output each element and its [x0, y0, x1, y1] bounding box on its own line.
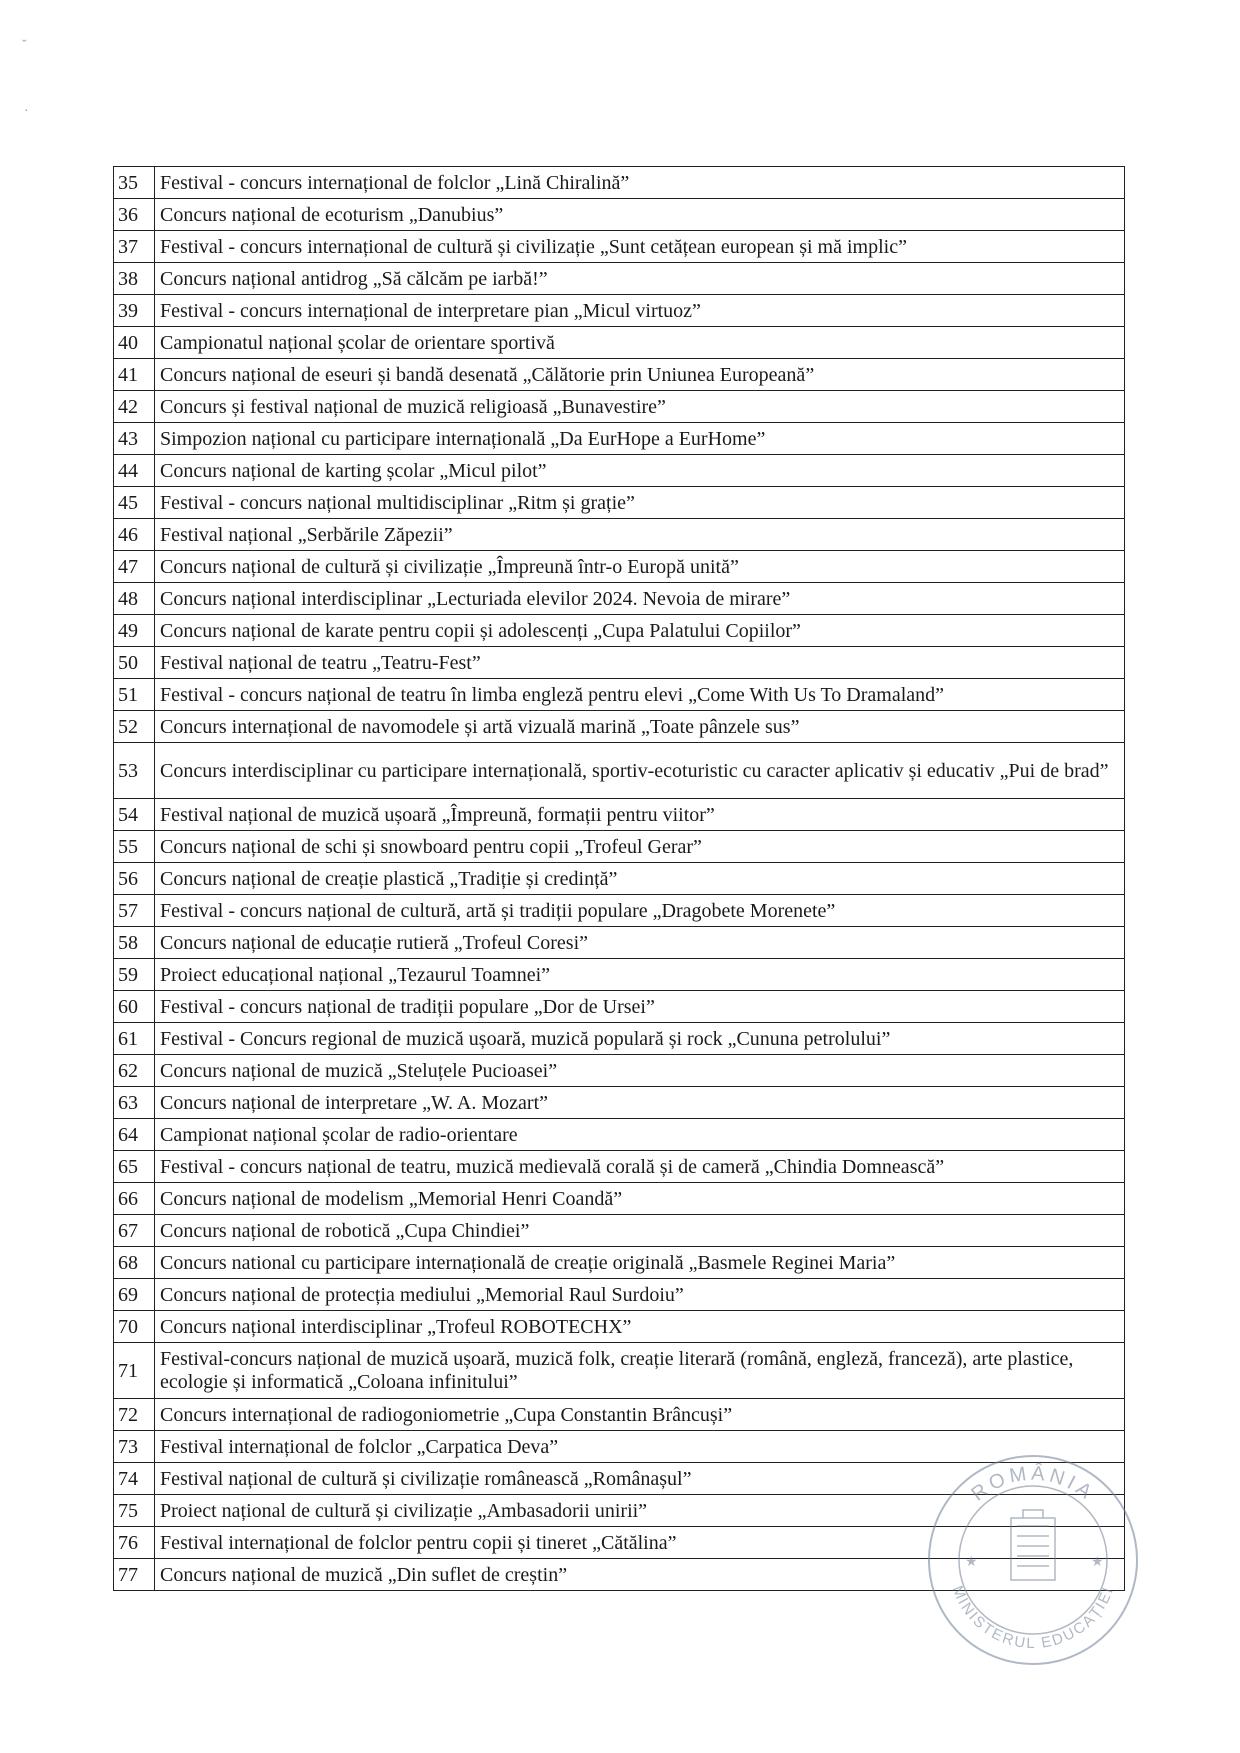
row-number: 76	[114, 1527, 155, 1559]
table-row	[114, 423, 1125, 455]
event-name: Festival - Concurs regional de muzică ușoară, muzică populară și rock „Cununa petrolului”	[155, 1023, 1125, 1055]
event-name: Proiect național de cultură și civilizație „Ambasadorii unirii”	[155, 1495, 1125, 1527]
event-name: Concurs național de eseuri și bandă desenată „Călătorie prin Uniunea Europeană”	[155, 359, 1125, 391]
row-number: 46	[114, 519, 155, 551]
official-stamp	[925, 1452, 1141, 1668]
event-name: Proiect educațional național „Tezaurul Toamnei”	[155, 959, 1125, 991]
row-number: 53	[114, 743, 155, 799]
row-number: 67	[114, 1215, 155, 1247]
row-number: 41	[114, 359, 155, 391]
row-number: 75	[114, 1495, 155, 1527]
row-number: 64	[114, 1119, 155, 1151]
table-row	[114, 1119, 1125, 1151]
row-number: 71	[114, 1343, 155, 1399]
table-row	[114, 199, 1125, 231]
event-name: Concurs național de educație rutieră „Trofeul Coresi”	[155, 927, 1125, 959]
row-number: 58	[114, 927, 155, 959]
event-name: Festival-concurs național de muzică ușoară, muzică folk, creație literară (română, engleză, franceză), arte plastice, ecologie și informatică „Coloana infinitului”	[155, 1343, 1125, 1399]
table-row	[114, 711, 1125, 743]
row-number: 36	[114, 199, 155, 231]
stamp-text-top: ROMÂNIA	[967, 1462, 1099, 1506]
event-name: Concurs national cu participare internațională de creație originală „Basmele Reginei Maria”	[155, 1247, 1125, 1279]
event-name: Simpozion național cu participare internațională „Da EurHope a EurHome”	[155, 423, 1125, 455]
table-row	[114, 743, 1125, 799]
event-name: Concurs național de muzică „Din suflet de creștin”	[155, 1559, 1125, 1591]
table-row	[114, 263, 1125, 295]
event-name: Concurs național de muzică „Steluțele Pucioasei”	[155, 1055, 1125, 1087]
event-name: Concurs național de schi și snowboard pentru copii „Trofeul Gerar”	[155, 831, 1125, 863]
row-number: 39	[114, 295, 155, 327]
row-number: 44	[114, 455, 155, 487]
table-row	[114, 295, 1125, 327]
event-name: Concurs național antidrog „Să călcăm pe iarbă!”	[155, 263, 1125, 295]
row-number: 69	[114, 1279, 155, 1311]
table-row	[114, 1311, 1125, 1343]
event-name: Concurs național de protecția mediului „Memorial Raul Surdoiu”	[155, 1279, 1125, 1311]
row-number: 70	[114, 1311, 155, 1343]
table-row	[114, 391, 1125, 423]
table-row	[114, 1087, 1125, 1119]
row-number: 73	[114, 1431, 155, 1463]
table-row	[114, 1279, 1125, 1311]
table-row	[114, 359, 1125, 391]
row-number: 49	[114, 615, 155, 647]
row-number: 60	[114, 991, 155, 1023]
row-number: 56	[114, 863, 155, 895]
event-name: Concurs național de modelism „Memorial Henri Coandă”	[155, 1183, 1125, 1215]
event-name: Concurs național de interpretare „W. A. Mozart”	[155, 1087, 1125, 1119]
table-row	[114, 1023, 1125, 1055]
table-row	[114, 1151, 1125, 1183]
event-name: Concurs național de creație plastică „Tradiție și credință”	[155, 863, 1125, 895]
row-number: 38	[114, 263, 155, 295]
row-number: 66	[114, 1183, 155, 1215]
event-name: Campionat național școlar de radio-orientare	[155, 1119, 1125, 1151]
event-name: Concurs național de cultură și civilizație „Împreună într-o Europă unită”	[155, 551, 1125, 583]
row-number: 40	[114, 327, 155, 359]
event-name: Concurs național interdisciplinar „Trofeul ROBOTECHX”	[155, 1311, 1125, 1343]
event-name: Festival - concurs internațional de interpretare pian „Micul virtuoz”	[155, 295, 1125, 327]
row-number: 55	[114, 831, 155, 863]
event-name: Festival - concurs internațional de folclor „Lină Chiralină”	[155, 167, 1125, 199]
table-row	[114, 959, 1125, 991]
star-icon: ★	[965, 1555, 978, 1570]
table-row	[114, 1343, 1125, 1399]
table-row	[114, 895, 1125, 927]
row-number: 63	[114, 1087, 155, 1119]
row-number: 54	[114, 799, 155, 831]
table-row	[114, 231, 1125, 263]
table-row	[114, 647, 1125, 679]
table-row	[114, 1399, 1125, 1431]
event-name: Festival - concurs național multidisciplinar „Ritm și grație”	[155, 487, 1125, 519]
row-number: 74	[114, 1463, 155, 1495]
event-name: Festival internațional de folclor „Carpatica Deva”	[155, 1431, 1125, 1463]
event-name: Concurs național de karate pentru copii și adolescenți „Cupa Palatului Copiilor”	[155, 615, 1125, 647]
event-name: Festival național de muzică ușoară „Împreună, formații pentru viitor”	[155, 799, 1125, 831]
table-row	[114, 1215, 1125, 1247]
event-name: Concurs internațional de navomodele și artă vizuală marină „Toate pânzele sus”	[155, 711, 1125, 743]
row-number: 43	[114, 423, 155, 455]
event-name: Festival național de teatru „Teatru-Fest”	[155, 647, 1125, 679]
table-row	[114, 583, 1125, 615]
table-row	[114, 615, 1125, 647]
event-name: Campionatul național școlar de orientare sportivă	[155, 327, 1125, 359]
row-number: 52	[114, 711, 155, 743]
row-number: 35	[114, 167, 155, 199]
event-name: Concurs național de karting școlar „Micul pilot”	[155, 455, 1125, 487]
table-row	[114, 863, 1125, 895]
events-table	[113, 166, 1125, 1591]
table-row	[114, 927, 1125, 959]
row-number: 68	[114, 1247, 155, 1279]
star-icon: ★	[1091, 1555, 1104, 1570]
table-row	[114, 799, 1125, 831]
row-number: 48	[114, 583, 155, 615]
events-table-body	[114, 167, 1125, 1591]
table-row	[114, 327, 1125, 359]
event-name: Concurs internațional de radiogoniometrie „Cupa Constantin Brâncuși”	[155, 1399, 1125, 1431]
table-row	[114, 167, 1125, 199]
row-number: 50	[114, 647, 155, 679]
row-number: 72	[114, 1399, 155, 1431]
table-row	[114, 519, 1125, 551]
table-row	[114, 831, 1125, 863]
event-name: Concurs interdisciplinar cu participare internațională, sportiv-ecoturistic cu caracter aplicativ și educativ „Pui de brad”	[155, 743, 1125, 799]
row-number: 77	[114, 1559, 155, 1591]
event-name: Concurs național interdisciplinar „Lecturiada elevilor 2024. Nevoia de mirare”	[155, 583, 1125, 615]
event-name: Festival - concurs național de tradiții populare „Dor de Ursei”	[155, 991, 1125, 1023]
row-number: 59	[114, 959, 155, 991]
table-row	[114, 991, 1125, 1023]
event-name: Festival - concurs național de teatru, muzică medievală corală și de cameră „Chindia Domnească”	[155, 1151, 1125, 1183]
row-number: 42	[114, 391, 155, 423]
row-number: 61	[114, 1023, 155, 1055]
scan-speck: ·	[24, 104, 29, 119]
table-row	[114, 1247, 1125, 1279]
table-row	[114, 1055, 1125, 1087]
event-name: Festival național „Serbările Zăpezii”	[155, 519, 1125, 551]
coat-of-arms-icon	[1011, 1510, 1055, 1580]
event-name: Festival - concurs internațional de cultură și civilizație „Sunt cetățean european și mă implic”	[155, 231, 1125, 263]
scan-speck: ˘	[22, 38, 27, 53]
table-row	[114, 1183, 1125, 1215]
event-name: Concurs național de ecoturism „Danubius”	[155, 199, 1125, 231]
event-name: Concurs și festival național de muzică religioasă „Bunavestire”	[155, 391, 1125, 423]
row-number: 45	[114, 487, 155, 519]
event-name: Festival - concurs național de cultură, artă și tradiții populare „Dragobete Morenete”	[155, 895, 1125, 927]
row-number: 65	[114, 1151, 155, 1183]
event-name: Festival internațional de folclor pentru copii și tineret „Cătălina”	[155, 1527, 1125, 1559]
row-number: 47	[114, 551, 155, 583]
row-number: 51	[114, 679, 155, 711]
row-number: 57	[114, 895, 155, 927]
table-row	[114, 679, 1125, 711]
table-row	[114, 551, 1125, 583]
table-row	[114, 487, 1125, 519]
table-row	[114, 455, 1125, 487]
row-number: 37	[114, 231, 155, 263]
event-name: Concurs național de robotică „Cupa Chindiei”	[155, 1215, 1125, 1247]
event-name: Festival - concurs național de teatru în limba engleză pentru elevi „Come With Us To Dramaland”	[155, 679, 1125, 711]
row-number: 62	[114, 1055, 155, 1087]
stamp-text-bottom: MINISTERUL EDUCAȚIEI	[948, 1583, 1118, 1653]
event-name: Festival național de cultură și civilizație românească „Românașul”	[155, 1463, 1125, 1495]
